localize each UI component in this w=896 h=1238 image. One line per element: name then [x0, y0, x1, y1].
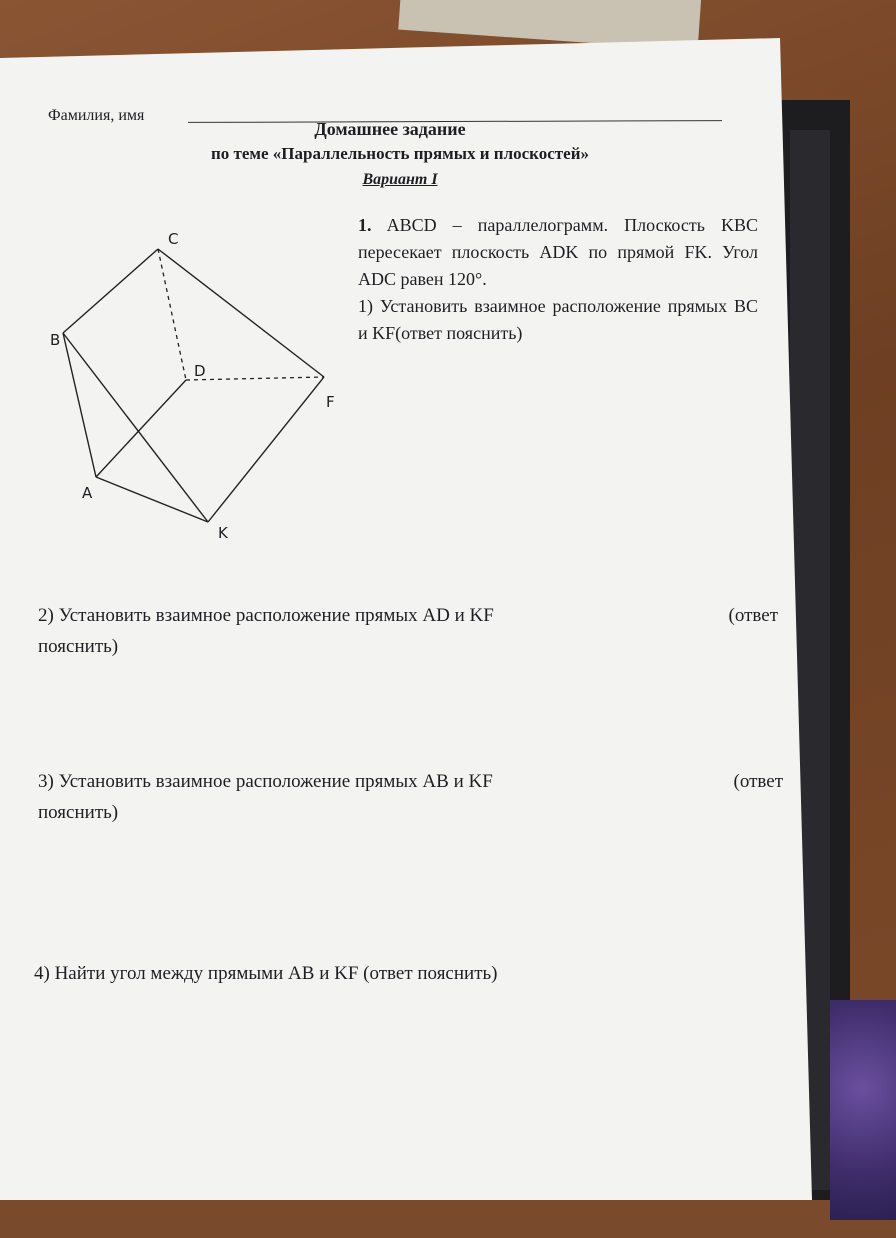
question-2-continuation: пояснить) [38, 636, 119, 657]
vertex-label-k: K [218, 524, 228, 542]
vertex-label-b: B [50, 331, 61, 349]
task-1-number: 1. [358, 215, 372, 235]
vertex-label-c: C [168, 230, 179, 248]
vertex-label-a: A [82, 484, 93, 502]
task-1-text: ABCD – параллелограмм. Плоскость KBC пересекает плоскость ADK по прямой FK. Угол ADC равен 120°. [358, 215, 758, 289]
vertex-label-d: D [194, 362, 206, 380]
task-1 [358, 212, 758, 347]
edge-bc [63, 249, 158, 333]
homework-title: Домашнее задание [314, 119, 466, 139]
question-3-text: 3) Установить взаимное расположение прямых AB и KF [38, 771, 493, 792]
geometry-figure [40, 222, 340, 542]
question-4: 4) Найти угол между прямыми AB и KF (ответ пояснить) [34, 963, 498, 984]
question-2-text: 2) Установить взаимное расположение прямых AD и KF [38, 605, 494, 626]
edge-fk [208, 377, 324, 522]
question-3 [38, 766, 783, 828]
question-2 [38, 600, 778, 662]
question-2-answer-note: (ответ [728, 605, 778, 626]
homework-topic: по теме «Параллельность прямых и плоскостей» [210, 144, 589, 163]
edge-df-hidden [186, 377, 324, 380]
question-3-answer-note: (ответ [733, 771, 783, 792]
question-1: 1) Установить взаимное расположение прямых BC и KF(ответ пояснить) [358, 296, 758, 343]
vertex-label-f: F [326, 393, 335, 411]
question-3-continuation: пояснить) [38, 802, 119, 823]
edge-cf [158, 249, 324, 377]
variant-label: Вариант I [362, 171, 438, 188]
purple-cloth [830, 1000, 896, 1220]
name-label: Фамилия, имя [48, 107, 145, 124]
edge-cd-hidden [158, 249, 186, 380]
